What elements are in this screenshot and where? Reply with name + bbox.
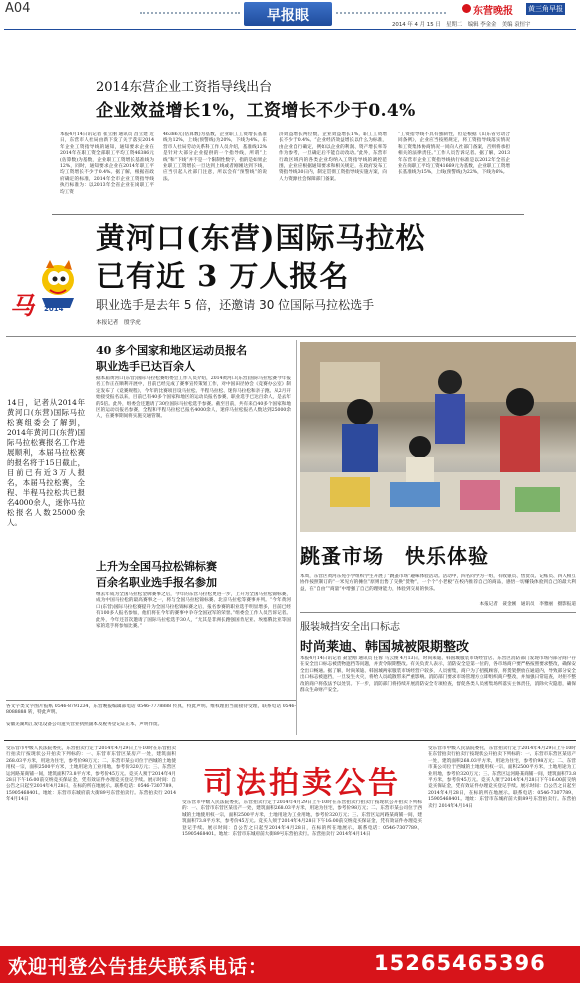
photo-scene-icon <box>300 342 576 532</box>
marathon-logo-year: 2014 <box>44 305 64 313</box>
wage-kicker: 2014东营企业工资指导线出台 <box>96 80 273 95</box>
page-number: A04 <box>5 1 31 16</box>
footer-phone: 15265465396 <box>374 951 546 975</box>
wage-column-3: 济效益增长两位数，企业效益增长1%，职工工资增长不少于0.4%。“企业经济效益增长以什么为标准，由企业自行确定，例如以企业的利润、资产增长率等作为参考，一旦确定后不能自动改动。”此外，东营市行政区域内的各类企业均纳入工资指导线的调控范围，企业应根据通知要求和相关规定，在政府发布工资指导线30日内，制定贯彻工资指导线实施方案，向人力资源社会保障部门备案。 <box>279 132 387 182</box>
auction-body-left: 受东营市中级人民法院委托，东营拍卖行定于2014年4月29日上午10时在东营拍卖行拍卖厅按现状公开拍卖下列标的：一、东营市东营区某房产一处，建筑面积268.03平方米，用途为住宅，参考价98万元；二、东营市某公司位于西城的土地使用权一宗，面积2500平方米，土地用途为工业用地，参考价320万元；三、东营区运河路某商铺一间，建筑面积73.8平方米，参考价45万元。竞买人须于2014年4月28日下午16:00前交纳竞买保证金，凭有效证件办理竞买登记手续。展示时间：自公告之日起至2014年4月28日，在标的所在地展示。联系电话：0546-7307789、15905468401。地址：东营市东城府前大街89号东营拍卖行。东营拍卖行 2014年4月14日 <box>6 746 176 803</box>
korea-body: 本报4月14日讯记者 聂金刚 通讯员 任蓉 马云俊 4月13日，时尚莱迪、韩国城服装市场经营店、东营区消防部门发现市场内部分商户存在安全出口标志被货物遮挡等问题，并责令限期整改。有关负责人表示，消防安全是第一位的，各市场商户要严格按照要求整改，确保安全出口畅通。据了解，时尚莱迪、韩国城两家服装市场经营户较多，人员密集，商户为了招揽顾客，将货架摆放在通道内，导致部分安全出口标志被遮挡，一旦发生火灾，将给人员疏散带来严重影响。消防部门要求市场管理方立即组织商户整改，并加强日常巡查，对拒不整改的商户将依法予以处罚。下一步，消防部门将持续开展消防安全专项检查，督促各类人员密集场所落实主体责任，消除火灾隐患，确保群众生命财产安全。 <box>300 656 576 694</box>
header-dots <box>140 12 240 14</box>
wage-column-1: 本报4月14日讯记者 崔立丽 通讯员 昌立建 近日，东营市人社局由新下发了关于落实2014年企业工资指导线的通知，通知要求企业在2014年在职工资全部职工平均工资46386元(估算数)为基数，企业职工工资增长基准线为12%，同时，通知要求企业在2014年职工平均工资增长不少于0.4%。据了解，根据省政府确定的标准，2014年全市企业工资指导线执行标准为：以2013年全省企业在岗职工平均工资 <box>60 132 154 195</box>
marathon-headline-2: 已有近 3 万人报名 <box>96 259 350 293</box>
section1-body: 据本届黄河口(东营)国际马拉松赛组委会工作人员介绍，2014黄河口(东营)国际马拉松赛今年报名工作正在顺利开展中，目前已经完成了赛事宣传策划工作，对中国田径协会《竞赛办公室》制定发布了《竞赛规程》，今年的比赛项目设马拉松、半程马拉松、迷你马拉松和亲子跑。从2月开始接受报名以来，目前已有40多个国家和地区的运动员报名参赛，职业选手已达百余人，是去年的5倍。此外，组委会还邀请了30位国际马拉松选手参赛。截至目前，共有来自40多个国家和地区的运动员报名参赛，全程和半程马拉松已报名4000余人，迷你马拉松报名人数达到25000余人，在赛事期间将实施交通管制。 <box>96 376 291 420</box>
paper-series: 黄三角早报 <box>528 5 563 13</box>
section2-body: 继去年成为全国马拉松金牌赛事之后，今年的东营马拉松更进一步，上升为全国马拉松锦标赛，成为中国马拉松的最高赛事之一，将与全国马拉松锦标赛、北京马拉松等赛事并列。“今年黄河口(东营)国际马拉松赛提升为全国马拉松锦标赛之后，报名参赛的职业选手明显增多，目前已经有100多人报名参加，他们将在今年的赛事中争夺全国冠军的荣誉。”组委会工作人员告诉记者。此外，今年还首次邀请了国际马拉松选手30人，“尤其是非洲长跑强国肯尼亚、埃塞俄比亚等国家的选手将参加比赛。” <box>96 592 291 630</box>
sidebar-note: 各文字类文字图片报纸 0546-8791234，东营晚报编辑部电话 0546-7778888 传真，特此声明。维权理由当面接待受理，联系电话 0546-8088888 转，特此声明。 <box>6 704 296 716</box>
marathon-headline-1: 黄河口(东营)国际马拉松 <box>96 221 426 255</box>
korea-headline: 时尚莱迪、韩国城被限期整改 <box>300 640 470 655</box>
auction-body-right: 受东营市中级人民法院委托，东营拍卖行定于2014年4月29日上午10时在东营拍卖行拍卖厅按现状公开拍卖下列标的：一、东营市东营区某房产一处，建筑面积268.03平方米，用途为住宅，参考价98万元；二、东营市某公司位于西城的土地使用权一宗，面积2500平方米，土地用途为工业用地，参考价320万元；三、东营区运河路某商铺一间，建筑面积73.8平方米，参考价45万元。竞买人须于2014年4月28日下午16:00前交纳竞买保证金，凭有效证件办理竞买登记手续。展示时间：自公告之日起至2014年4月28日，在标的所在地展示。联系电话：0546-7307789、15905468401。地址：东营市东城府前大街89号东营拍卖行。东营拍卖行 2014年4月14日 <box>428 746 576 809</box>
korea-rule <box>300 612 576 613</box>
wage-rule <box>52 214 524 215</box>
paper-name: 东营晚报 <box>473 6 513 17</box>
market-headline: 跳蚤市场 快乐体验 <box>300 544 489 568</box>
auction-top-rule <box>4 740 576 741</box>
auction-body-middle: 受东营市中级人民法院委托，东营拍卖行定于2014年4月29日上午10时在东营拍卖行拍卖厅按现状公开拍卖下列标的：一、东营市东营区某房产一处，建筑面积268.03平方米，用途为住宅，参考价98万元；二、东营市某公司位于西城的土地使用权一宗，面积2500平方米，土地用途为工业用地，参考价320万元；三、东营区运河路某商铺一间，建筑面积73.8平方米，参考价45万元。竞买人须于2014年4月28日下午16:00前交纳竞买保证金，凭有效证件办理竞买登记手续。展示时间：自公告之日起至2014年4月28日，在标的所在地展示。联系电话：0546-7307789、15905468401。地址：东营市东城府前大街89号东营拍卖行。东营拍卖行 2014年4月14日 <box>182 800 422 838</box>
auction-headline: 司法拍卖公告 <box>203 766 401 801</box>
section2-title-2: 百余名职业选手报名参加 <box>96 576 217 589</box>
wage-headline: 企业效益增长1%，工资增长不少于0.4% <box>96 101 416 121</box>
korea-kicker: 服装城挡安全出口标志 <box>300 622 400 633</box>
footer-label: 欢迎刊登公告挂失联系电话： <box>8 956 269 978</box>
header-rule <box>4 29 576 30</box>
marathon-intro: 14日，记者从2014年黄河口(东营)国际马拉松赛组委会了解到，2014年黄河口(东营)国际马拉松赛报名工作进展顺利，本届马拉松赛的报名将于15日截止，目前已有近3万人报名，本届马拉松赛，全程、半程马拉松共已报名4000余人，迷你马拉松报名人数25000余人。 <box>7 398 85 527</box>
marathon-logo-text: 马 <box>10 291 34 320</box>
section-title: 早报眼 <box>267 8 309 24</box>
notice-text: 安徽芜湖鸠江发电设备公司遗失营业执照副本及税务登记证正本，声明作废。 <box>6 722 163 727</box>
section1-title-2: 职业选手已达百余人 <box>96 360 195 373</box>
marathon-subhead: 职业选手是去年 5 倍，还邀请 30 位国际马拉松选手 <box>96 298 375 312</box>
market-byline: 本报记者 聂金刚 通讯员 李雅丽 摄影报道 <box>479 602 576 607</box>
section1-title-1: 40 多个国家和地区运动员报名 <box>96 344 248 357</box>
section2-title-1: 上升为全国马拉松锦标赛 <box>96 560 217 573</box>
marathon-rule <box>6 336 576 337</box>
sidebar-rule <box>6 700 296 701</box>
marathon-byline: 本报记者 殷学虎 <box>96 320 141 326</box>
flea-market-photo <box>300 342 576 532</box>
date-line: 2014 年 4 月 15 日 星期二 编辑 李金金 美编 袁恒宇 <box>392 22 531 28</box>
paper-logo-icon <box>462 4 471 13</box>
wage-column-2: 46386元(估算数)为基数，企业职工工资增长基准线为12%，上线(预警线)为20%，下线为4%。东营市人社局劳动关系科工作人员介绍，基准线12%是针对大部分企业提供的一个指导线，所谓“上线”和“下线”并不是一个限制性数字，指的是如果企业职工工资增长一旦达到上线或者刚刚达到下线，应当引起人社部门注意，所以会有“预警线”的说法。 <box>163 132 267 182</box>
wage-column-4: “工资指导线不具有强制性，但是根据《山东省劳动合同条例》，企业应当按照规定，将工资指导线落实情况和工资集体协商情况一同向人社部门备案，否则将承担相关的法律责任。”工作人员告诉记者。据了解，2013年东营市企业工资指导线执行标准是以2012年全省企业在岗职工平均工资41669元为基数，企业职工工资增长基准线为15%，上线(预警线)为22%，下线为6%。 <box>398 132 510 176</box>
header-dots-right <box>336 12 446 14</box>
column-divider <box>296 340 297 735</box>
market-body: 本周，东营区黄河东苑小学组织学生开展了“跳蚤市场”趣味体验活动。活动中，四名同学为一组，有收银员、售货员、记账员、四人相互协作按照制订的“一米见方的摊位”原则出售了交换“货物”，一个个“小老板”在校内推荐自己的商品，感悟一切赚钱体验到自己的最大利益，在“自由”“商量”中增强了自己的理财能力，体验到交易的快乐。 <box>300 574 576 592</box>
